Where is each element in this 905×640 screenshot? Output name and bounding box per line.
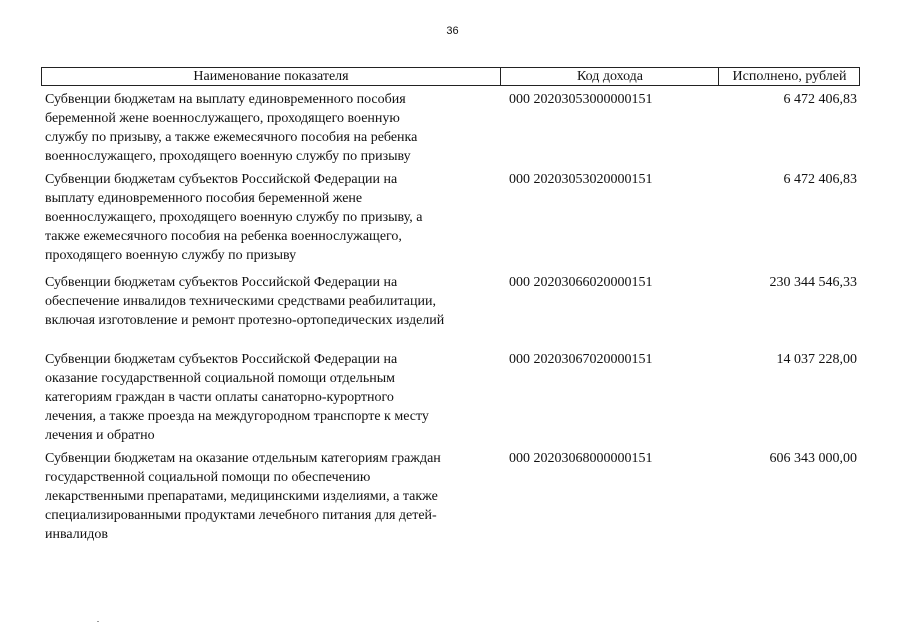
indicator-name-line: Субвенции бюджетам на выплату единовременного пособия <box>45 92 406 107</box>
income-code: 000 20203053000000151 <box>509 92 653 107</box>
indicator-name-line: включая изготовление и ремонт протезно-ортопедических изделий <box>45 313 445 328</box>
executed-amount: 6 472 406,83 <box>783 172 857 187</box>
page-number: 36 <box>446 25 459 37</box>
indicator-name <box>45 273 505 330</box>
income-code: 000 20203066020000151 <box>509 275 653 290</box>
income-code: 000 20203067020000151 <box>509 352 653 367</box>
indicator-name-line: военнослужащего, проходящего военную службу по призыву <box>45 149 411 164</box>
indicator-name-line: лекарственными препаратами, медицинскими изделиями, а также <box>45 489 438 504</box>
indicator-name-line: службу по призыву, а также ежемесячного пособия на ребенка <box>45 130 418 145</box>
indicator-name <box>45 350 505 445</box>
header-executed-amount: Исполнено, рублей <box>718 68 860 85</box>
indicator-name-line: Субвенции бюджетам на оказание отдельным категориям граждан <box>45 451 441 466</box>
indicator-name-line: также ежемесячного пособия на ребенка военнослужащего, <box>45 229 402 244</box>
income-code: 000 20203053020000151 <box>509 172 653 187</box>
indicator-name-line: Субвенции бюджетам субъектов Российской Федерации на <box>45 352 398 367</box>
indicator-name-line: Субвенции бюджетам субъектов Российской Федерации на <box>45 172 398 187</box>
executed-amount: 6 472 406,83 <box>783 92 857 107</box>
header-income-code: Код дохода <box>500 68 719 85</box>
indicator-name-line: военнослужащего, проходящего военную службу по призыву, а <box>45 210 423 225</box>
indicator-name-line: беременной жене военнослужащего, проходящего военную <box>45 111 400 126</box>
income-code: 000 20203068000000151 <box>509 451 653 466</box>
indicator-name-line: оказание государственной социальной помощи отдельным <box>45 371 395 386</box>
indicator-name-line: обеспечение инвалидов техническими средствами реабилитации, <box>45 294 436 309</box>
header-indicator-name: Наименование показателя <box>193 69 349 84</box>
indicator-name <box>45 90 505 166</box>
indicator-name-line: проходящего военную службу по призыву <box>45 248 297 263</box>
indicator-name-line: Субвенции бюджетам субъектов Российской Федерации на <box>45 275 398 290</box>
indicator-name <box>45 449 505 544</box>
indicator-name <box>45 170 505 265</box>
scan-artifact <box>97 621 99 622</box>
indicator-name-line: категориям граждан в части оплаты санаторно-курортного <box>45 390 394 405</box>
indicator-name-line: выплату единовременного пособия беременной жене <box>45 191 363 206</box>
indicator-name-line: инвалидов <box>45 527 108 542</box>
table-header <box>41 67 860 86</box>
indicator-name-line: лечения и обратно <box>45 428 155 443</box>
executed-amount: 230 344 546,33 <box>769 275 857 290</box>
indicator-name-line: государственной социальной помощи по обеспечению <box>45 470 371 485</box>
executed-amount: 606 343 000,00 <box>769 451 857 466</box>
indicator-name-line: специализированными продуктами лечебного питания для детей- <box>45 508 437 523</box>
indicator-name-line: лечения, а также проезда на междугородном транспорте к месту <box>45 409 429 424</box>
executed-amount: 14 037 228,00 <box>776 352 857 367</box>
